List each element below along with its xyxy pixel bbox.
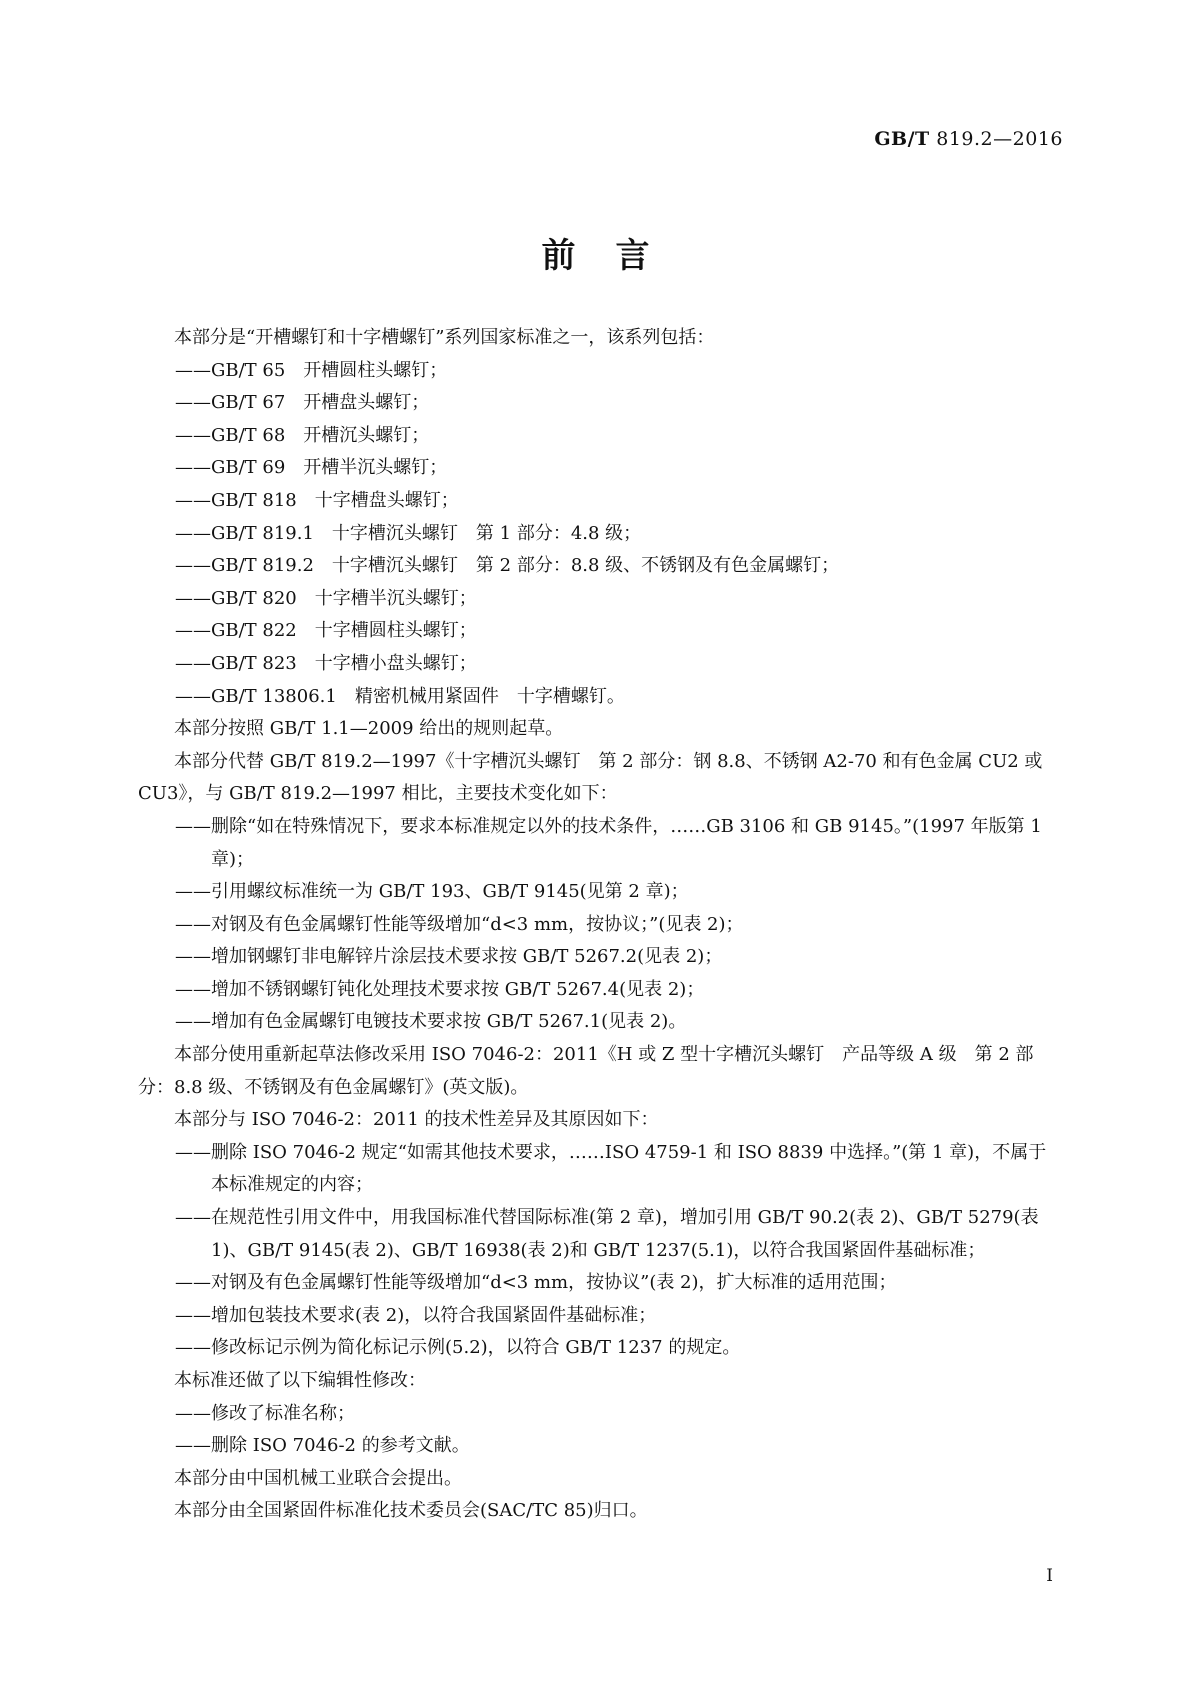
document-body bbox=[138, 322, 1054, 1528]
standard-number: 819.2—2016 bbox=[929, 128, 1063, 150]
intro-paragraph: 本部分是“开槽螺钉和十字槽螺钉”系列国家标准之一，该系列包括： bbox=[174, 327, 715, 348]
change-item: ——增加钢螺钉非电解锌片涂层技术要求按 GB/T 5267.2(见表 2)； bbox=[175, 946, 723, 968]
series-item: ——GB/T 820 十字槽半沉头螺钉； bbox=[175, 587, 477, 609]
series-item: ——GB/T 67 开槽盘头螺钉； bbox=[175, 392, 430, 414]
page-number: I bbox=[1046, 1566, 1053, 1586]
change-item: ——删除“如在特殊情况下，要求本标准规定以外的技术条件，……GB 3106 和 GB 9145。”(1997 年版第 1 章)； bbox=[175, 815, 1042, 870]
series-item: ——GB/T 13806.1 精密机械用紧固件 十字槽螺钉。 bbox=[175, 685, 625, 707]
drafting-rule-paragraph: 本部分按照 GB/T 1.1—2009 给出的规则起草。 bbox=[174, 718, 564, 740]
series-item: ——GB/T 69 开槽半沉头螺钉； bbox=[175, 457, 448, 479]
standard-code bbox=[874, 128, 1063, 150]
differences-intro-paragraph: 本部分与 ISO 7046-2：2011 的技术性差异及其原因如下： bbox=[174, 1109, 659, 1131]
series-item: ——GB/T 65 开槽圆柱头螺钉； bbox=[175, 359, 448, 381]
proposer-paragraph: 本部分由中国机械工业联合会提出。 bbox=[174, 1467, 462, 1489]
series-item: ——GB/T 68 开槽沉头螺钉； bbox=[175, 424, 430, 446]
difference-item: ——在规范性引用文件中，用我国标准代替国际标准(第 2 章)，增加引用 GB/T 90.2(表 2)、GB/T 5279(表 1)、GB/T 9145(表 2)、GB/T 16938(表 2)和 GB/T 1237(5.1)，以符合我国紧固件基础标准； bbox=[175, 1207, 1039, 1261]
change-item: ——增加不锈钢螺钉钝化处理技术要求按 GB/T 5267.4(见表 2)； bbox=[175, 978, 705, 1000]
standard-prefix: GB/T bbox=[874, 128, 930, 150]
change-item: ——引用螺纹标准统一为 GB/T 193、GB/T 9145(见第 2 章)； bbox=[175, 881, 689, 903]
series-item: ——GB/T 818 十字槽盘头螺钉； bbox=[175, 489, 459, 511]
centralized-paragraph: 本部分由全国紧固件标准化技术委员会(SAC/TC 85)归口。 bbox=[174, 1500, 648, 1522]
change-item: ——增加有色金属螺钉电镀技术要求按 GB/T 5267.1(见表 2)。 bbox=[175, 1011, 687, 1033]
series-item: ——GB/T 819.2 十字槽沉头螺钉 第 2 部分：8.8 级、不锈钢及有色金属螺钉； bbox=[175, 555, 840, 577]
series-item: ——GB/T 819.1 十字槽沉头螺钉 第 1 部分：4.8 级； bbox=[175, 522, 642, 544]
editorial-item: ——删除 ISO 7046-2 的参考文献。 bbox=[175, 1435, 470, 1457]
editorial-item: ——修改了标准名称； bbox=[175, 1402, 355, 1424]
difference-item: ——增加包装技术要求(表 2)，以符合我国紧固件基础标准； bbox=[175, 1304, 657, 1326]
editorial-intro-paragraph: 本标准还做了以下编辑性修改： bbox=[174, 1370, 426, 1391]
series-item: ——GB/T 822 十字槽圆柱头螺钉； bbox=[175, 620, 477, 642]
difference-item: ——修改标记示例为简化标记示例(5.2)，以符合 GB/T 1237 的规定。 bbox=[175, 1337, 741, 1359]
page-title: 前言 bbox=[541, 236, 690, 276]
difference-item: ——删除 ISO 7046-2 规定“如需其他技术要求，……ISO 4759-1 和 ISO 8839 中选择。”(第 1 章)，不属于本标准规定的内容； bbox=[175, 1141, 1047, 1196]
series-item: ——GB/T 823 十字槽小盘头螺钉； bbox=[175, 652, 477, 674]
difference-item: ——对钢及有色金属螺钉性能等级增加“d<3 mm，按协议”(表 2)，扩大标准的适用范围； bbox=[175, 1272, 897, 1294]
replaces-paragraph: 本部分代替 GB/T 819.2—1997《十字槽沉头螺钉 第 2 部分：钢 8.8、不锈钢 A2-70 和有色金属 CU2 或 CU3》，与 GB/T 819.2—1997 相比，主要技术变化如下： bbox=[138, 750, 1043, 805]
change-item: ——对钢及有色金属螺钉性能等级增加“d<3 mm，按协议；”(见表 2)； bbox=[175, 913, 744, 935]
adoption-paragraph: 本部分使用重新起草法修改采用 ISO 7046-2：2011《H 或 Z 型十字槽沉头螺钉 产品等级 A 级 第 2 部分：8.8 级、不锈钢及有色金属螺钉》(英文版)。 bbox=[138, 1044, 1034, 1098]
